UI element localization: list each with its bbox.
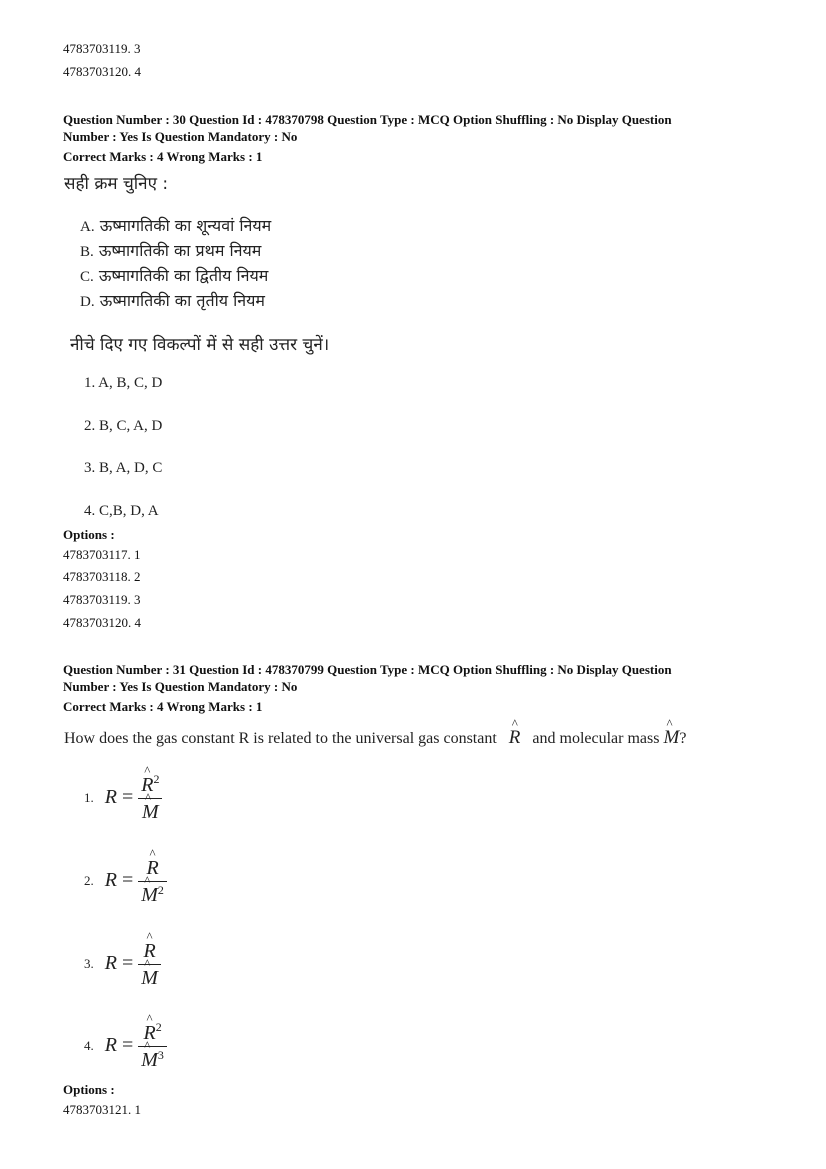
q31-marks: Correct Marks : 4 Wrong Marks : 1 xyxy=(63,699,263,714)
q31-question: How does the gas constant R is related to the universal gas constant ^ R and molecular mass ^ M? xyxy=(64,727,686,749)
option-line: 4783703120. 4 xyxy=(63,615,141,630)
q30-choice: 1. A, B, C, D xyxy=(84,375,163,391)
option-line: 4783703118. 2 xyxy=(63,569,141,584)
option-line: 4783703121. 1 xyxy=(63,1102,141,1117)
q30-meta-line1: Question Number : 30 Question Id : 478370798 Question Type : MCQ Option Shuffling : No Display Question xyxy=(63,112,672,127)
q30-marks: Correct Marks : 4 Wrong Marks : 1 xyxy=(63,149,263,164)
fraction: ^ $R^2$ ^ M xyxy=(138,772,162,824)
q30-prompt: नीचे दिए गए विकल्पों में से सही उत्तर चुनें। xyxy=(70,335,330,355)
option-line: 4783703117. 1 xyxy=(63,547,141,562)
option-line: 4783703119. 3 xyxy=(63,592,141,607)
fraction: ^ R ^ $M^2$ xyxy=(138,855,167,907)
fraction: ^ R ^ M xyxy=(138,938,161,990)
r-hat-symbol: ^ R xyxy=(509,727,521,749)
q31-equation: 2. R = ^ R ^ $M^2$ xyxy=(84,855,167,907)
q30-choice: 4. C,B, D, A xyxy=(84,503,159,519)
q31-equation: 4. R = ^ $R^2$ ^ $M^3$ xyxy=(84,1020,167,1072)
q30-choice: 3. B, A, D, C xyxy=(84,460,163,476)
q30-statement: D. ऊष्मागतिकी का तृतीय नियम xyxy=(80,291,265,310)
q30-statement: B. ऊष्मागतिकी का प्रथम नियम xyxy=(80,241,262,260)
q31-options-label: Options : xyxy=(63,1082,115,1097)
q31-meta-line2: Number : Yes Is Question Mandatory : No xyxy=(63,679,298,694)
q30-choice: 2. B, C, A, D xyxy=(84,418,163,434)
q30-meta-line2: Number : Yes Is Question Mandatory : No xyxy=(63,129,298,144)
option-line: 4783703120. 4 xyxy=(63,64,141,79)
q31-equation: 3. R = ^ R ^ M xyxy=(84,938,161,990)
fraction: ^ $R^2$ ^ $M^3$ xyxy=(138,1020,167,1072)
q31-equation: 1. R = ^ $R^2$ ^ M xyxy=(84,772,162,824)
m-hat-symbol: ^ M xyxy=(663,727,679,749)
option-line: 4783703119. 3 xyxy=(63,41,141,56)
q31-meta-line1: Question Number : 31 Question Id : 478370799 Question Type : MCQ Option Shuffling : No Display Question xyxy=(63,662,672,677)
q30-options-label: Options : xyxy=(63,527,115,542)
q30-statement: C. ऊष्मागतिकी का द्वितीय नियम xyxy=(80,266,269,285)
q30-instruction: सही क्रम चुनिए : xyxy=(64,174,169,194)
q30-statement: A. ऊष्मागतिकी का शून्यवां नियम xyxy=(80,216,272,235)
